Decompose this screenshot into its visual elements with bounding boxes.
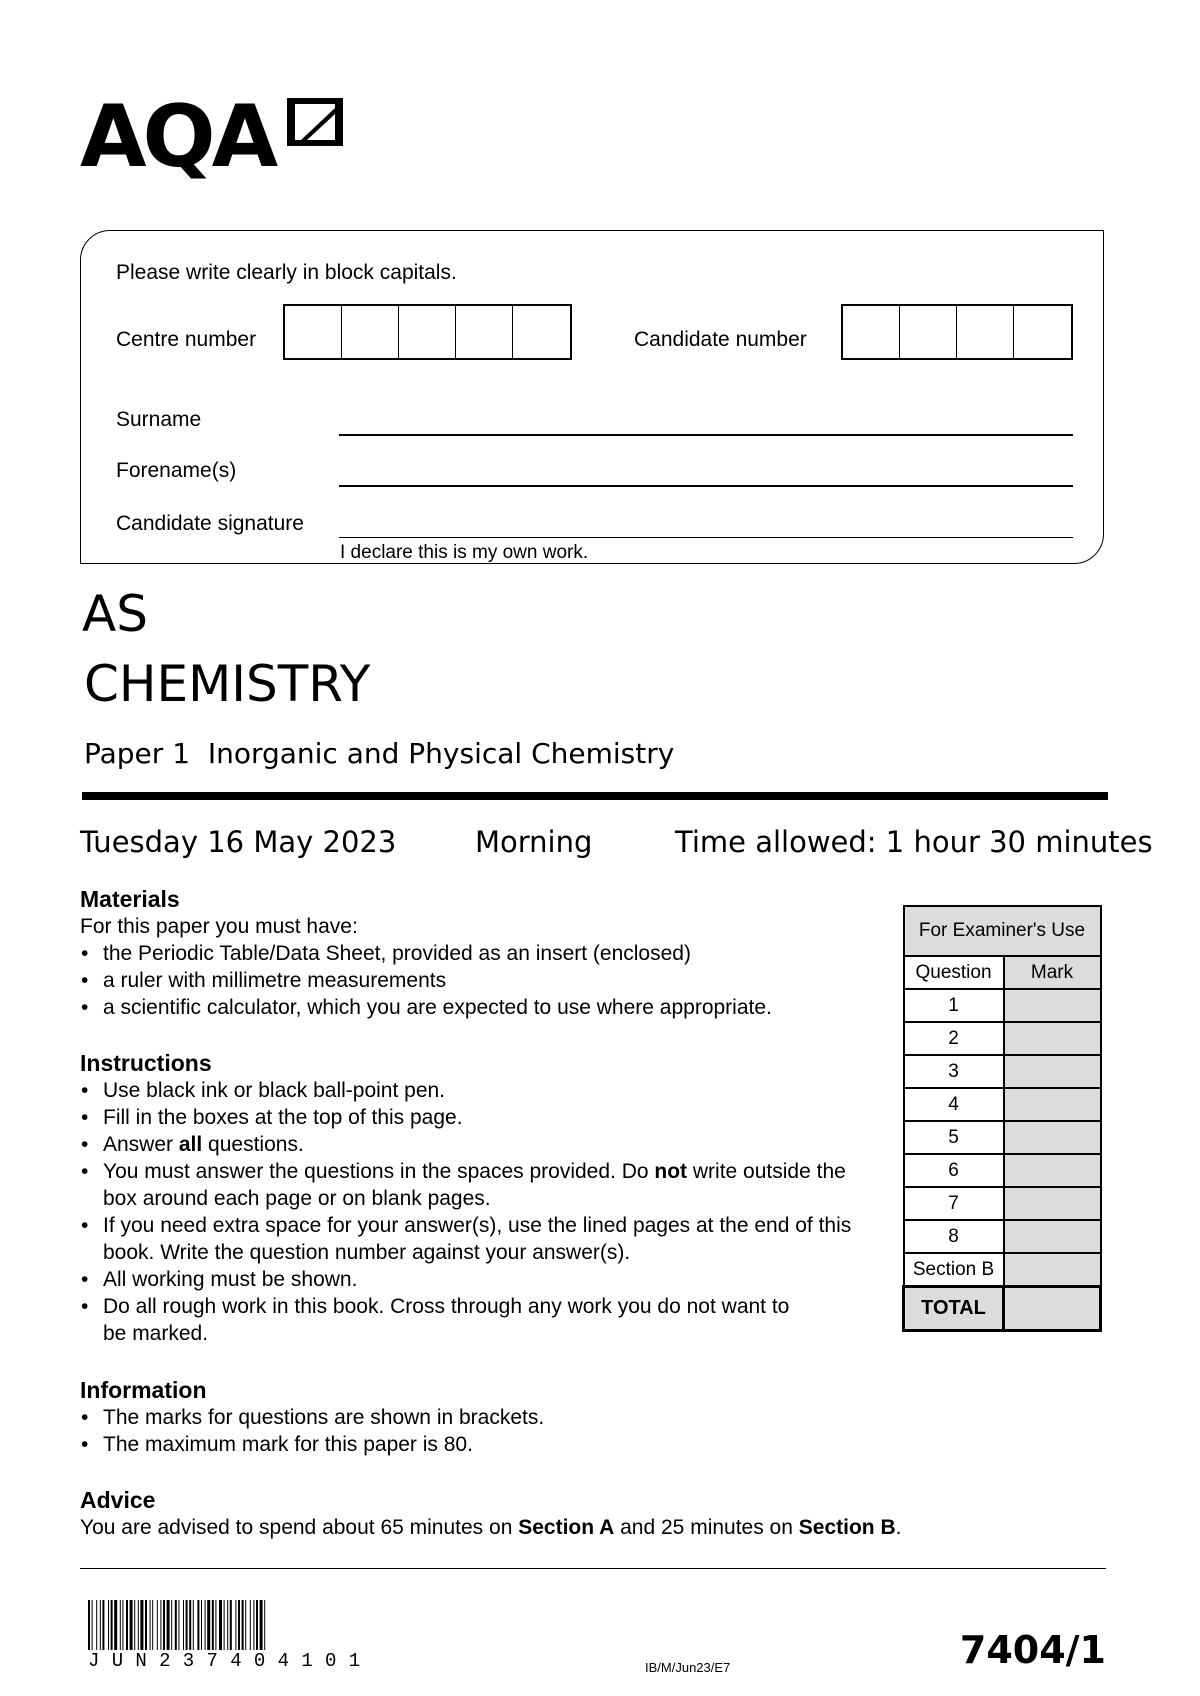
question-number: 3 <box>904 1055 1004 1088</box>
centre-digit-box[interactable] <box>456 306 513 358</box>
candidate-number-label: Candidate number <box>634 328 807 351</box>
centre-number-label: Centre number <box>116 328 257 351</box>
aqa-logo <box>80 88 350 188</box>
list-item: • You must answer the questions in the spaces provided. Do not write outside the box around each page or on blank pages. <box>80 1158 863 1212</box>
information-heading: Information <box>80 1377 207 1403</box>
table-row <box>904 1121 1101 1154</box>
list-item: • Answer all questions. <box>80 1131 880 1158</box>
total-mark-cell <box>1004 1287 1101 1331</box>
barcode-bar <box>160 1600 161 1650</box>
centre-digit-box[interactable] <box>342 306 399 358</box>
list-item: • a ruler with millimetre measurements <box>80 967 880 994</box>
instructions-section <box>80 1050 880 1347</box>
barcode-bar <box>175 1600 177 1650</box>
barcode-bar <box>201 1600 202 1650</box>
barcode-bar <box>120 1600 121 1650</box>
mark-cell <box>1004 1055 1101 1088</box>
barcode-number: JUN237404101 <box>88 1650 373 1672</box>
mark-cell <box>1004 989 1101 1022</box>
list-item: • Do all rough work in this book. Cross through any work you do not want to be marked. <box>80 1293 803 1347</box>
list-item: • The maximum mark for this paper is 80. <box>80 1431 880 1458</box>
barcode-bar <box>126 1600 128 1650</box>
mark-cell <box>1004 1253 1101 1287</box>
barcode-bar <box>163 1600 165 1650</box>
question-number: 1 <box>904 989 1004 1022</box>
footer-divider <box>80 1568 1106 1569</box>
mark-column-header: Mark <box>1004 956 1101 989</box>
advice-heading: Advice <box>80 1487 156 1513</box>
candidate-digit-box[interactable] <box>843 306 900 358</box>
title-divider <box>82 792 1108 800</box>
advice-text: You are advised to spend about 65 minutes on Section A and 25 minutes on Section B. <box>80 1516 902 1539</box>
question-number: Section B <box>904 1253 1004 1287</box>
table-row <box>904 1154 1101 1187</box>
aqa-logo-mark-icon <box>285 94 345 150</box>
mark-cell <box>1004 1121 1101 1154</box>
materials-heading: Materials <box>80 886 180 912</box>
question-number: 5 <box>904 1121 1004 1154</box>
barcode-bar <box>264 1600 265 1650</box>
examiner-use-table <box>902 905 1102 1332</box>
examiner-table-title: For Examiner's Use <box>904 906 1101 956</box>
exam-session: Morning <box>475 825 593 859</box>
barcode-bar <box>245 1600 246 1650</box>
barcode-bar <box>256 1600 258 1650</box>
barcode-bar <box>122 1600 123 1650</box>
barcode-bar <box>140 1600 143 1650</box>
question-column-header: Question <box>904 956 1004 989</box>
instructions-heading: Instructions <box>80 1050 212 1076</box>
barcode-bar <box>108 1600 109 1650</box>
table-row <box>904 989 1101 1022</box>
mark-cell <box>1004 1022 1101 1055</box>
list-item: • The marks for questions are shown in brackets. <box>80 1404 880 1431</box>
table-row <box>904 1055 1101 1088</box>
total-row <box>904 1287 1101 1331</box>
barcode-icon <box>88 1600 470 1650</box>
question-number: 8 <box>904 1220 1004 1253</box>
barcode-bar <box>227 1600 228 1650</box>
barcode-bar <box>219 1600 222 1650</box>
barcode-bar <box>230 1600 232 1650</box>
exam-date: Tuesday 16 May 2023 <box>80 825 397 859</box>
candidate-details-box <box>80 230 1104 564</box>
time-allowed: Time allowed: 1 hour 30 minutes <box>675 825 1153 859</box>
total-label: TOTAL <box>904 1287 1004 1331</box>
list-item: • All working must be shown. <box>80 1266 880 1293</box>
exam-subject: CHEMISTRY <box>84 655 371 713</box>
question-number: 4 <box>904 1088 1004 1121</box>
candidate-digit-box[interactable] <box>957 306 1014 358</box>
centre-digit-box[interactable] <box>513 306 570 358</box>
paper-reference: IB/M/Jun23/E7 <box>645 1660 731 1675</box>
barcode-bar <box>193 1600 194 1650</box>
forenames-label: Forename(s) <box>116 459 237 482</box>
table-row <box>904 1022 1101 1055</box>
centre-number-boxes[interactable] <box>283 304 572 360</box>
barcode-bar <box>186 1600 188 1650</box>
information-section <box>80 1377 880 1458</box>
barcode-bar <box>207 1600 210 1650</box>
materials-section <box>80 886 880 1021</box>
table-row <box>904 1220 1101 1253</box>
signature-line[interactable] <box>339 537 1073 538</box>
barcode-bar <box>183 1600 184 1650</box>
barcode-bar <box>253 1600 254 1650</box>
barcode-bar <box>215 1600 216 1650</box>
candidate-digit-box[interactable] <box>900 306 957 358</box>
barcode-bar <box>102 1600 104 1650</box>
barcode-bar <box>157 1600 158 1650</box>
barcode-bar <box>130 1600 133 1650</box>
barcode-bar <box>224 1600 225 1650</box>
barcode-bar <box>242 1600 244 1650</box>
list-item: • Use black ink or black ball-point pen. <box>80 1077 880 1104</box>
barcode-bar <box>212 1600 214 1650</box>
barcode-bar <box>260 1600 263 1650</box>
barcode-bar <box>134 1600 135 1650</box>
barcode-bar <box>238 1600 240 1650</box>
advice-section <box>80 1487 1100 1541</box>
question-number: 2 <box>904 1022 1004 1055</box>
barcode-bar <box>145 1600 147 1650</box>
block-capitals-instruction: Please write clearly in block capitals. <box>116 261 457 284</box>
table-row <box>904 1253 1101 1287</box>
list-item: • If you need extra space for your answer(s), use the lined pages at the end of this book. Write the question number against your answer(s). <box>80 1212 863 1266</box>
mark-cell <box>1004 1220 1101 1253</box>
barcode-bar <box>111 1600 113 1650</box>
barcode-bar <box>100 1600 101 1650</box>
mark-cell <box>1004 1187 1101 1220</box>
list-item: • the Periodic Table/Data Sheet, provided as an insert (enclosed) <box>80 940 880 967</box>
logo-text: AQA <box>80 87 275 187</box>
candidate-digit-box[interactable] <box>1014 306 1071 358</box>
barcode-bar <box>171 1600 172 1650</box>
own-work-declaration: I declare this is my own work. <box>340 542 589 563</box>
barcode-bar <box>152 1600 153 1650</box>
barcode-bar <box>178 1600 179 1650</box>
surname-line[interactable] <box>339 434 1073 436</box>
question-number: 7 <box>904 1187 1004 1220</box>
barcode-bar <box>189 1600 191 1650</box>
barcode-bar <box>150 1600 151 1650</box>
candidate-number-boxes[interactable] <box>841 304 1073 360</box>
barcode-bar <box>167 1600 170 1650</box>
paper-code: 7404/1 <box>959 1628 1106 1672</box>
barcode-bar <box>205 1600 206 1650</box>
paper-title: Paper 1 Inorganic and Physical Chemistry <box>84 737 675 770</box>
barcode-bar <box>235 1600 236 1650</box>
mark-cell <box>1004 1088 1101 1121</box>
materials-intro: For this paper you must have: <box>80 915 358 938</box>
exam-level: AS <box>82 585 148 643</box>
question-number: 6 <box>904 1154 1004 1187</box>
list-item: • Fill in the boxes at the top of this page. <box>80 1104 880 1131</box>
barcode-bar <box>138 1600 139 1650</box>
surname-label: Surname <box>116 408 202 431</box>
table-row <box>904 1187 1101 1220</box>
forenames-line[interactable] <box>339 485 1073 487</box>
barcode-bar <box>92 1600 93 1650</box>
barcode-bar <box>250 1600 251 1650</box>
centre-digit-box[interactable] <box>399 306 456 358</box>
barcode-bar <box>96 1600 97 1650</box>
table-row <box>904 1088 1101 1121</box>
list-item: • a scientific calculator, which you are expected to use where appropriate. <box>80 994 880 1021</box>
barcode-bar <box>88 1600 90 1650</box>
barcode-bar <box>114 1600 117 1650</box>
signature-label: Candidate signature <box>116 512 304 535</box>
mark-cell <box>1004 1154 1101 1187</box>
centre-digit-box[interactable] <box>285 306 342 358</box>
barcode-bar <box>197 1600 199 1650</box>
